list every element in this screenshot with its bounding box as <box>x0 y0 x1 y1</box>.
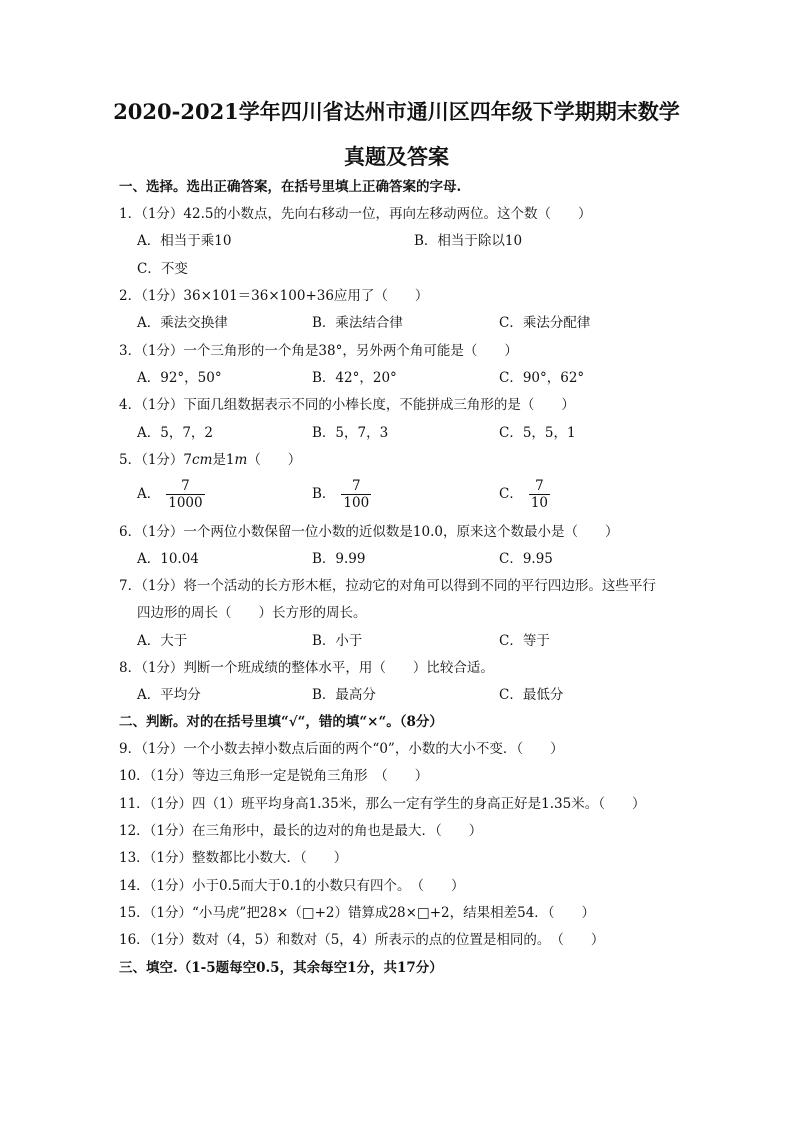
question-2-option-c: C．乘法分配律 <box>499 315 591 331</box>
question-4-option-a: A．5，7，2 <box>137 425 214 441</box>
fraction-a <box>166 478 204 511</box>
question-8-option-a: A．平均分 <box>137 687 201 703</box>
question-1: 1．（1分）42.5的小数点，先向右移动一位，再向左移动两位。这个数（ ） <box>119 206 592 222</box>
question-9: 9．（1分）一个小数去掉小数点后面的两个“0”，小数的大小不变．（ ） <box>119 741 564 757</box>
fraction-b-numerator: 7 <box>352 478 361 494</box>
section-1-heading: 一、选择。选出正确答案，在括号里填上正确答案的字母. <box>119 179 462 195</box>
question-6-option-c: C．9.95 <box>499 551 553 567</box>
section-3-heading: 三、填空.（1-5题每空0.5，其余每空1分，共17分） <box>119 960 443 976</box>
question-12: 12．（1分）在三角形中，最长的边对的角也是最大．（ ） <box>119 823 483 839</box>
fraction-a-denominator: 1000 <box>168 495 203 511</box>
question-4-option-c: C．5，5，1 <box>499 425 576 441</box>
question-8: 8．（1分）判断一个班成绩的整体水平，用（ ）比较合适。 <box>119 660 494 676</box>
question-8-option-c: C．最低分 <box>499 687 564 703</box>
question-2: 2．（1分）36×101＝36×100+36应用了（ ） <box>119 288 429 304</box>
question-15: 15．（1分）“小马虎”把28×（□+2）错算成28×□+2，结果相差54．（ ） <box>119 905 596 921</box>
section-2-heading: 二、判断。对的在括号里填“√“，错的填“×“。（8分） <box>119 714 443 730</box>
question-4-option-b: B．5，7，3 <box>312 425 389 441</box>
question-16: 16．（1分）数对（4，5）和数对（5，4）所表示的点的位置是相同的。 （ ） <box>119 932 605 948</box>
question-2-option-b: B．乘法结合律 <box>312 315 403 331</box>
question-5-option-c-label: C． <box>499 486 523 502</box>
question-3-option-b: B．42°，20° <box>312 370 397 386</box>
question-7-option-c: C．等于 <box>499 633 550 649</box>
question-7-option-b: B．小于 <box>312 633 363 649</box>
fraction-c-denominator: 10 <box>530 495 549 511</box>
question-6-option-b: B．9.99 <box>312 551 366 567</box>
question-13: 13．（1分）整数都比小数大．（ ） <box>119 850 348 866</box>
question-5-unit-m: m <box>234 452 248 468</box>
document-title-line1: 2020-2021学年四川省达州市通川区四年级下学期期末数学 <box>113 99 680 124</box>
question-4: 4．（1分）下面几组数据表示不同的小棒长度，不能拼成三角形的是（ ） <box>119 397 575 413</box>
question-14: 14．（1分）小于0.5而大于0.1的小数只有四个。 （ ） <box>119 878 465 894</box>
question-5-option-b-label: B． <box>312 486 336 502</box>
question-5-suffix: （ ） <box>247 452 302 468</box>
question-6-option-a: A．10.04 <box>137 551 199 567</box>
question-5-option-c <box>499 478 550 511</box>
question-10: 10．（1分）等边三角形一定是锐角三角形 （ ） <box>119 768 429 784</box>
question-5-unit-cm: cm <box>192 452 213 468</box>
question-1-option-c: C．不变 <box>137 261 188 277</box>
question-8-option-b: B．最高分 <box>312 687 376 703</box>
question-3: 3．（1分）一个三角形的一个角是38°，另外两个角可能是（ ） <box>119 343 518 359</box>
question-7-line-2: 四边形的周长（ ）长方形的周长。 <box>137 605 367 621</box>
fraction-c <box>529 478 550 511</box>
question-5-mid: 是1 <box>212 452 235 468</box>
question-11: 11．（1分）四（1）班平均身高1.35米，那么一定有学生的身高正好是1.35米。（ ） <box>119 796 646 812</box>
question-5 <box>119 450 301 470</box>
question-1-option-b: B．相当于除以10 <box>414 233 523 249</box>
question-5-option-b <box>312 478 371 511</box>
question-5-option-a <box>137 478 205 511</box>
question-3-option-a: A．92°，50° <box>137 370 222 386</box>
fraction-c-numerator: 7 <box>535 478 544 494</box>
document-title-line2: 真题及答案 <box>344 144 449 169</box>
question-5-prefix: 5．（1分）7 <box>119 452 193 468</box>
fraction-a-numerator: 7 <box>181 478 190 494</box>
fraction-b <box>341 478 371 511</box>
question-7-option-a: A．大于 <box>137 633 188 649</box>
question-7-line-1: 7．（1分）将一个活动的长方形木框，拉动它的对角可以得到不同的平行四边形。这些平行 <box>119 578 656 594</box>
question-3-option-c: C．90°，62° <box>499 370 585 386</box>
question-6: 6．（1分）一个两位小数保留一位小数的近似数是10.0，原来这个数最小是（ ） <box>119 524 619 540</box>
question-1-option-a: A．相当于乘10 <box>137 233 232 249</box>
question-2-option-a: A．乘法交换律 <box>137 315 228 331</box>
question-5-option-a-label: A． <box>137 486 161 502</box>
fraction-b-denominator: 100 <box>343 495 370 511</box>
